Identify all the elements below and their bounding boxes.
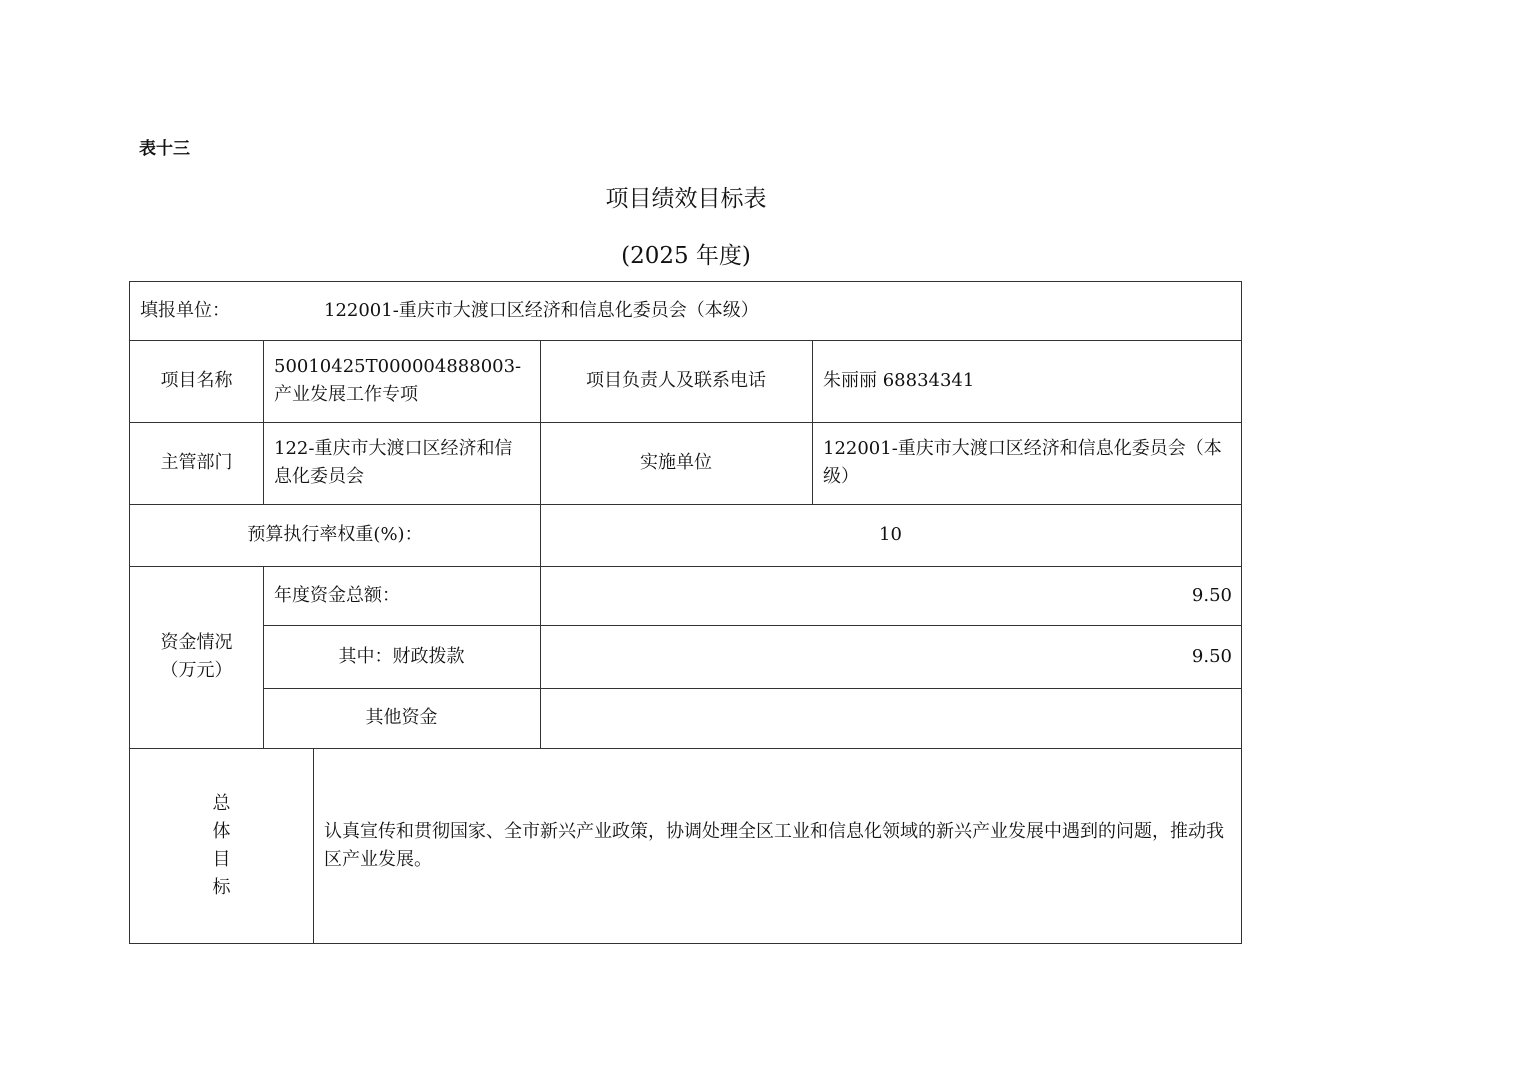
overall-goal-label bbox=[130, 748, 313, 943]
overall-goal-char: 总 bbox=[212, 792, 231, 814]
overall-goal-char: 标 bbox=[212, 876, 231, 898]
budget-weight-label: 预算执行率权重(%)： bbox=[247, 524, 423, 545]
overall-goal-text: 认真宣传和贯彻国家、全市新兴产业政策，协调处理全区工业和信息化领域的新兴产业发展中遇到的问题，推动我区产业发展。 bbox=[324, 820, 1224, 870]
fiscal-appropriation-label: 其中：财政拨款 bbox=[338, 645, 465, 667]
overall-goal-char: 体 bbox=[212, 820, 231, 842]
performance-goal-table bbox=[129, 281, 1242, 944]
reporting-unit-value: 122001-重庆市大渡口区经济和信息化委员会（本级） bbox=[324, 300, 759, 321]
annual-total-label: 年度资金总额： bbox=[274, 584, 400, 606]
column-divider bbox=[812, 340, 813, 504]
table-number-label: 表十三 bbox=[139, 139, 190, 159]
column-divider bbox=[263, 340, 264, 504]
other-funds-value bbox=[540, 688, 1232, 748]
implementing-unit-value: 122001-重庆市大渡口区经济和信息化委员会（本级） bbox=[823, 438, 1222, 487]
page-title: 项目绩效目标表 bbox=[605, 186, 767, 212]
project-name-label: 项目名称 bbox=[160, 370, 233, 391]
funds-label bbox=[130, 566, 263, 748]
fiscal-appropriation-value: 9.50 bbox=[1191, 645, 1232, 667]
overall-goal-char: 目 bbox=[212, 848, 231, 870]
other-funds-label: 其他资金 bbox=[365, 707, 438, 728]
annual-total-value: 9.50 bbox=[1191, 584, 1232, 606]
funds-label-line2: （万元） bbox=[160, 660, 233, 681]
department-value: 122-重庆市大渡口区经济和信息化委员会 bbox=[274, 438, 513, 487]
column-divider bbox=[313, 748, 314, 943]
funds-label-line1: 资金情况 bbox=[160, 632, 233, 653]
department-label: 主管部门 bbox=[160, 452, 233, 473]
project-name-value: 50010425T000004888003-产业发展工作专项 bbox=[274, 356, 522, 405]
reporting-unit-label: 填报单位： bbox=[140, 300, 230, 321]
year-subtitle: (2025 年度) bbox=[621, 243, 751, 269]
budget-weight-value: 10 bbox=[879, 524, 902, 545]
implementing-unit-label: 实施单位 bbox=[640, 452, 712, 473]
project-leader-value: 朱丽丽 68834341 bbox=[823, 370, 975, 391]
project-leader-label: 项目负责人及联系电话 bbox=[586, 370, 766, 391]
